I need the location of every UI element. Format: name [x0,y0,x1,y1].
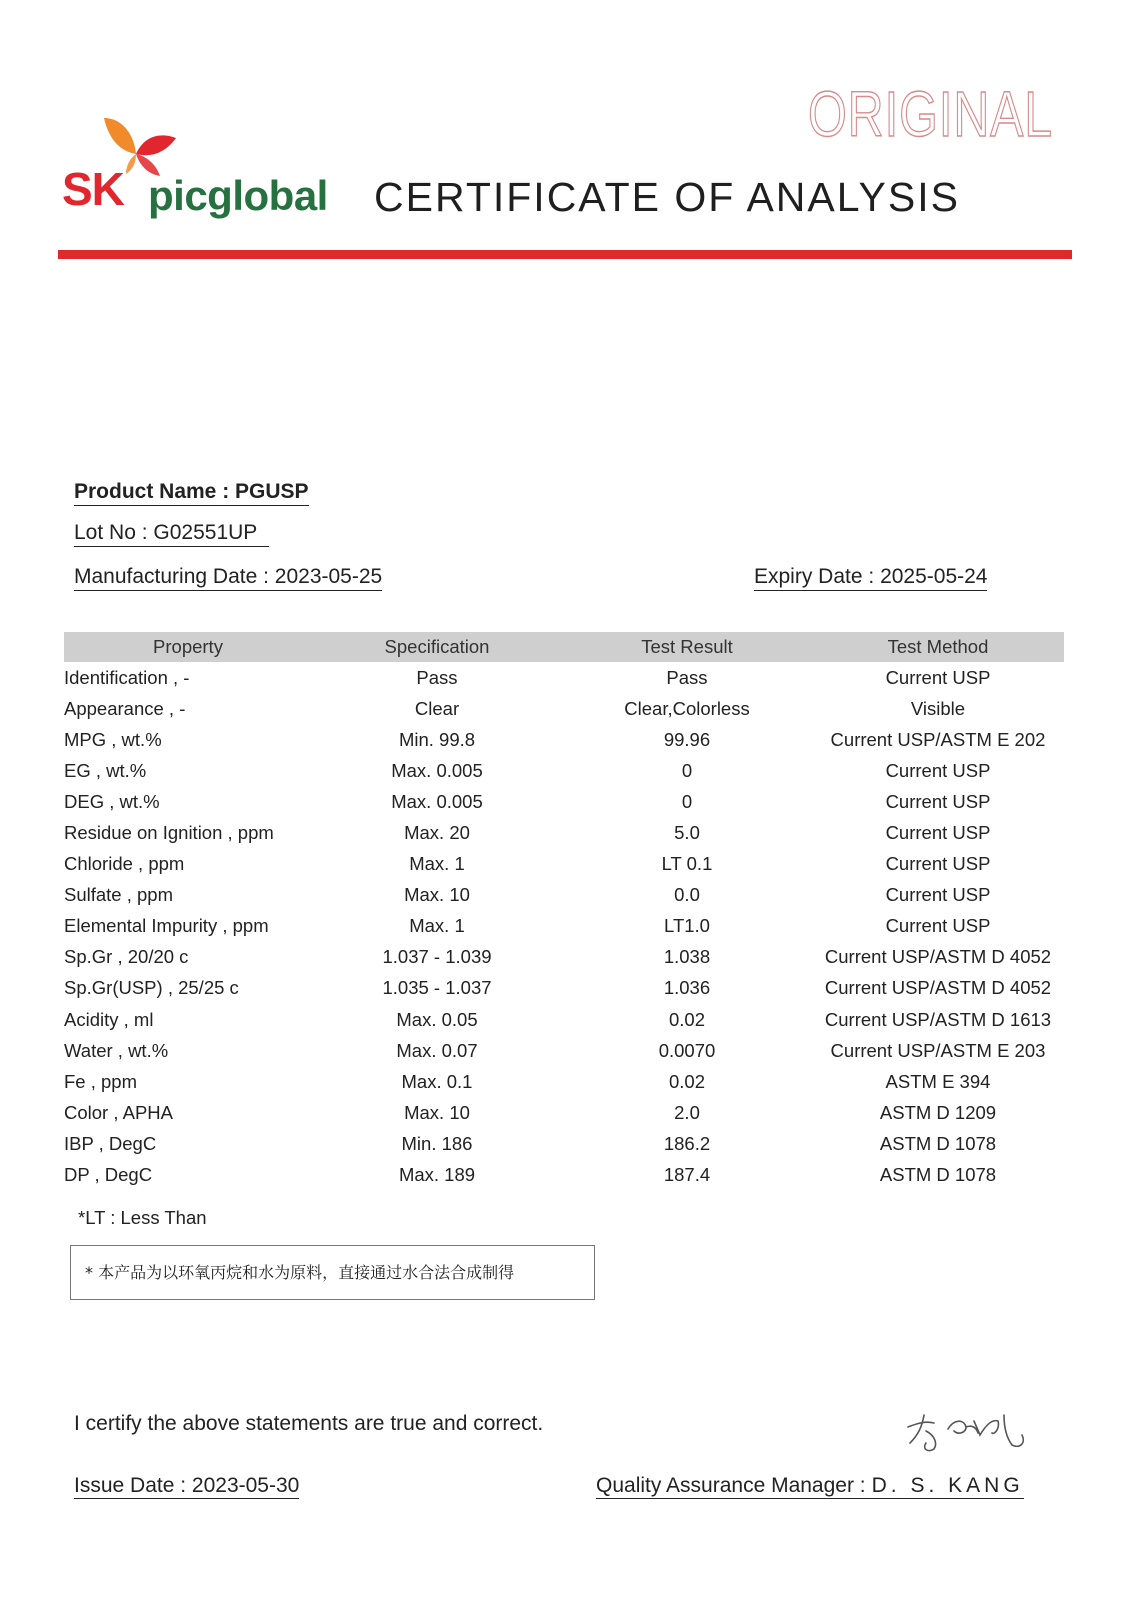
cell-test-method: Current USP/ASTM D 1613 [824,1008,1052,1030]
original-stamp: ORIGINAL [808,78,1053,150]
cell-test-result: 0.02 [668,1008,705,1030]
logo-brand-text: picglobal [148,172,328,219]
cell-specification: Min. 186 [401,1132,473,1154]
cell-property: Fe , ppm [64,1070,137,1092]
cell-property: Appearance , - [64,697,186,719]
cell-test-method: Current USP/ASTM E 202 [830,728,1046,750]
cell-specification: Clear [414,697,460,719]
analysis-results-table [64,632,1064,1191]
column-header-specification: Specification [312,632,562,662]
certification-statement: I certify the above statements are true and correct. [74,1412,544,1435]
manufacturing-date-value: 2023-05-25 [274,565,383,588]
table-row [64,1004,1064,1035]
qa-manager-label: Quality Assurance Manager : [596,1474,866,1497]
cell-specification: 1.035 - 1.037 [382,977,492,999]
header-divider [58,250,1072,259]
manufacturing-date-line [74,565,382,591]
cell-test-method: Current USP [885,759,991,781]
column-header-property: Property [64,632,312,662]
cell-property: EG , wt.% [64,759,147,781]
cell-property: Color , APHA [64,1101,173,1123]
cell-test-result: 1.038 [663,946,711,968]
table-row [64,1035,1064,1066]
product-name-line [74,480,309,506]
table-body [64,662,1064,1191]
cell-specification: Max. 1 [409,915,465,937]
cell-specification: Max. 20 [404,822,470,844]
cell-test-method: ASTM D 1078 [879,1132,997,1154]
logo-sk-text: SK [62,163,124,215]
table-row [64,973,1064,1004]
cell-test-result: 0.0070 [658,1039,716,1061]
lt-footnote: *LT : Less Than [78,1207,207,1228]
cell-test-method: Current USP [885,666,991,688]
cell-specification: Max. 10 [404,1101,470,1123]
cell-test-result: 0.0 [674,884,700,906]
cell-test-result: 187.4 [663,1164,711,1186]
cell-test-result: Pass [666,666,708,688]
cell-test-result: 2.0 [674,1101,700,1123]
cell-test-method: Visible [910,697,966,719]
production-note-box: * 本产品为以环氧丙烷和水为原料，直接通过水合法合成制得 [70,1245,595,1300]
table-row [64,1128,1064,1159]
cell-test-method: Current USP [885,884,991,906]
lot-number-value: G02551UP [153,521,258,544]
table-row [64,942,1064,973]
product-name-label: Product Name : [74,480,230,503]
table-row [64,724,1064,755]
expiry-date-value: 2025-05-24 [880,565,988,588]
qa-manager-line [596,1474,1024,1499]
cell-test-method: Current USP/ASTM E 203 [830,1039,1046,1061]
cell-test-method: Current USP [885,915,991,937]
cell-test-result: 5.0 [674,822,700,844]
cell-property: Water , wt.% [64,1039,169,1061]
cell-test-method: ASTM D 1078 [879,1164,997,1186]
cell-property: Sulfate , ppm [64,884,174,906]
cell-property: Residue on Ignition , ppm [64,822,274,844]
cell-specification: 1.037 - 1.039 [382,946,492,968]
cell-property: Acidity , ml [64,1008,154,1030]
cell-property: MPG , wt.% [64,728,162,750]
cell-test-method: ASTM E 394 [885,1070,991,1092]
company-logo [62,112,342,222]
expiry-date-line [754,565,987,591]
cell-test-result: 0 [681,759,693,781]
cell-test-result: LT1.0 [664,915,710,937]
cell-specification: Max. 0.07 [396,1039,478,1061]
table-header-row [64,632,1064,662]
cell-property: IBP , DegC [64,1132,157,1154]
cell-specification: Max. 0.005 [391,759,483,781]
cell-property: Chloride , ppm [64,853,185,875]
lot-number-line [74,521,269,547]
cell-test-result: LT 0.1 [661,853,713,875]
issue-date-label: Issue Date : [74,1474,187,1497]
product-name-value: PGUSP [235,480,309,503]
cell-specification: Max. 10 [404,884,470,906]
table-row [64,911,1064,942]
cell-specification: Max. 0.005 [391,790,483,812]
cell-specification: Max. 0.05 [396,1008,478,1030]
issue-date-value: 2023-05-30 [191,1474,300,1497]
column-header-test-method: Test Method [812,632,1064,662]
expiry-date-label: Expiry Date : [754,565,875,588]
table-row [64,880,1064,911]
table-row [64,662,1064,693]
table-row [64,1160,1064,1191]
table-row [64,849,1064,880]
cell-specification: Pass [416,666,458,688]
cell-test-result: 1.036 [663,977,711,999]
table-row [64,786,1064,817]
cell-test-result: 99.96 [663,728,711,750]
cell-test-result: Clear,Colorless [624,697,750,719]
cell-test-method: Current USP [885,822,991,844]
manufacturing-date-label: Manufacturing Date : [74,565,269,588]
qa-manager-name: D. S. KANG [871,1474,1024,1497]
table-row [64,693,1064,724]
cell-test-result: 0 [681,790,693,812]
issue-date-line [74,1474,299,1499]
table-row [64,1097,1064,1128]
cell-test-result: 186.2 [663,1132,711,1154]
cell-property: DEG , wt.% [64,790,160,812]
cell-specification: Max. 189 [398,1164,476,1186]
cell-specification: Max. 1 [409,853,465,875]
cell-property: Sp.Gr(USP) , 25/25 c [64,977,239,999]
cell-test-method: Current USP [885,790,991,812]
cell-property: DP , DegC [64,1164,153,1186]
cell-test-method: Current USP/ASTM D 4052 [824,946,1052,968]
document-title: CERTIFICATE OF ANALYSIS [374,174,960,220]
cell-test-method: Current USP [885,853,991,875]
column-header-test-result: Test Result [562,632,812,662]
table-row [64,817,1064,848]
cell-test-method: Current USP/ASTM D 4052 [824,977,1052,999]
handwritten-signature [900,1405,1040,1455]
cell-specification: Max. 0.1 [401,1070,473,1092]
cell-test-method: ASTM D 1209 [879,1101,997,1123]
cell-test-result: 0.02 [668,1070,705,1092]
cell-property: Elemental Impurity , ppm [64,915,269,937]
table-row [64,755,1064,786]
cell-property: Sp.Gr , 20/20 c [64,946,189,968]
cell-property: Identification , - [64,666,190,688]
table-row [64,1066,1064,1097]
lot-number-label: Lot No : [74,521,148,544]
cell-specification: Min. 99.8 [398,728,476,750]
